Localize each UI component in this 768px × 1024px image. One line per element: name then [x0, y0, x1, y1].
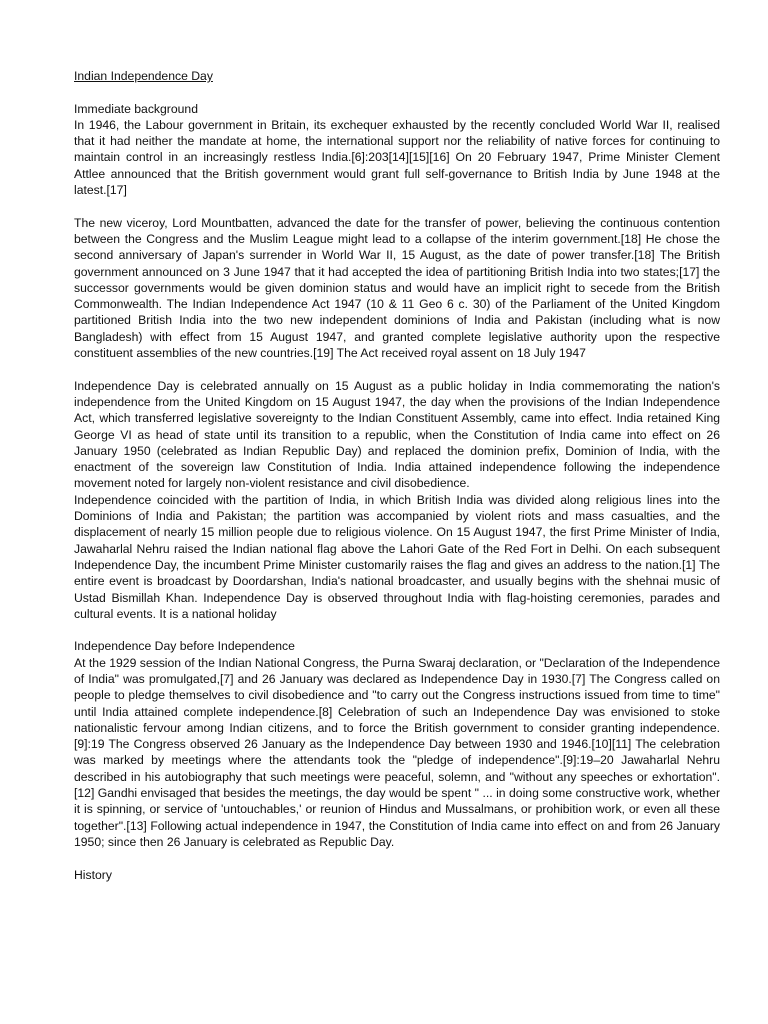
spacer — [74, 622, 720, 638]
spacer — [74, 84, 720, 100]
paragraph: The new viceroy, Lord Mountbatten, advanced the date for the transfer of power, believing the continuous contention between the Congress and the Muslim League might lead to a collapse of the interim government.[18] He chose the second anniversary of Japan's surrender in World War II, 15 August, as the date of power transfer.[18] The British government announced on 3 June 1947 that it had accepted the idea of partitioning British India into two states;[17] the successor governments would be given dominion status and would have an implicit right to secede from the British Commonwealth. The Indian Independence Act 1947 (10 & 11 Geo 6 c. 30) of the Parliament of the United Kingdom partitioned British India into the two new independent dominions of India and Pakistan (including what is now Bangladesh) with effect from 15 August 1947, and granted complete legislative authority upon the respective constituent assemblies of the new countries.[19] The Act received royal assent on 18 July 1947 — [74, 215, 720, 361]
document-title: Indian Independence Day — [74, 69, 213, 83]
section-heading-independence-day-before-independence: Independence Day before Independence — [74, 639, 295, 654]
document-body — [74, 68, 720, 883]
section-heading-immediate-background: Immediate background — [74, 101, 198, 116]
spacer — [74, 198, 720, 214]
paragraph: Independence coincided with the partition of India, in which British India was divided along religious lines into the Dominions of India and Pakistan; the partition was accompanied by violent riots and mass casualties, and the displacement of nearly 15 million people due to religious violence. On 15 August 1947, the first Prime Minister of India, Jawaharlal Nehru raised the Indian national flag above the Lahori Gate of the Red Fort in Delhi. On each subsequent Independence Day, the incumbent Prime Minister customarily raises the flag and gives an address to the nation.[1] The entire event is broadcast by Doordarshan, India's national broadcaster, and usually begins with the shehnai music of Ustad Bismillah Khan. Independence Day is observed throughout India with flag-hoisting ceremonies, parades and cultural events. It is a national holiday — [74, 492, 720, 621]
paragraph: Independence Day is celebrated annually on 15 August as a public holiday in India commemorating the nation's independence from the United Kingdom on 15 August 1947, the day when the provisions of the Indian Independence Act, which transferred legislative sovereignty to the Indian Constituent Assembly, came into effect. India retained King George VI as head of state until its transition to a republic, when the Constitution of India came into effect on 26 January 1950 (celebrated as Indian Republic Day) and replaced the dominion prefix, Dominion of India, with the enactment of the sovereign law Constitution of India. India attained independence following the independence movement noted for largely non-violent resistance and civil disobedience. — [74, 378, 720, 491]
spacer — [74, 361, 720, 377]
paragraph: At the 1929 session of the Indian National Congress, the Purna Swaraj declaration, or "Declaration of the Independence of India" was promulgated,[7] and 26 January was declared as Independence Day in 1930.[7] The Congress called on people to pledge themselves to civil disobedience and "to carry out the Congress instructions issued from time to time" until India attained complete independence.[8] Celebration of such an Independence Day was envisioned to stoke nationalistic fervour among Indian citizens, and to force the British government to consider granting independence.[9]:19 The Congress observed 26 January as the Independence Day between 1930 and 1946.[10][11] The celebration was marked by meetings where the attendants took the "pledge of independence".[9]:19–20 Jawaharlal Nehru described in his autobiography that such meetings were peaceful, solemn, and "without any speeches or exhortation".[12] Gandhi envisaged that besides the meetings, the day would be spent " ... in doing some constructive work, whether it is spinning, or service of 'untouchables,' or reunion of Hindus and Mussalmans, or prohibition work, or even all these together".[13] Following actual independence in 1947, the Constitution of India came into effect on and from 26 January 1950; since then 26 January is celebrated as Republic Day. — [74, 655, 720, 849]
section-heading-history: History — [74, 867, 112, 882]
paragraph: In 1946, the Labour government in Britain, its exchequer exhausted by the recently concluded World War II, realised that it had neither the mandate at home, the international support nor the reliability of native forces for continuing to maintain control in an increasingly restless India.[6]:203[14][15][16] On 20 February 1947, Prime Minister Clement Attlee announced that the British government would grant full self-governance to British India by June 1948 at the latest.[17] — [74, 117, 720, 198]
spacer — [74, 850, 720, 866]
